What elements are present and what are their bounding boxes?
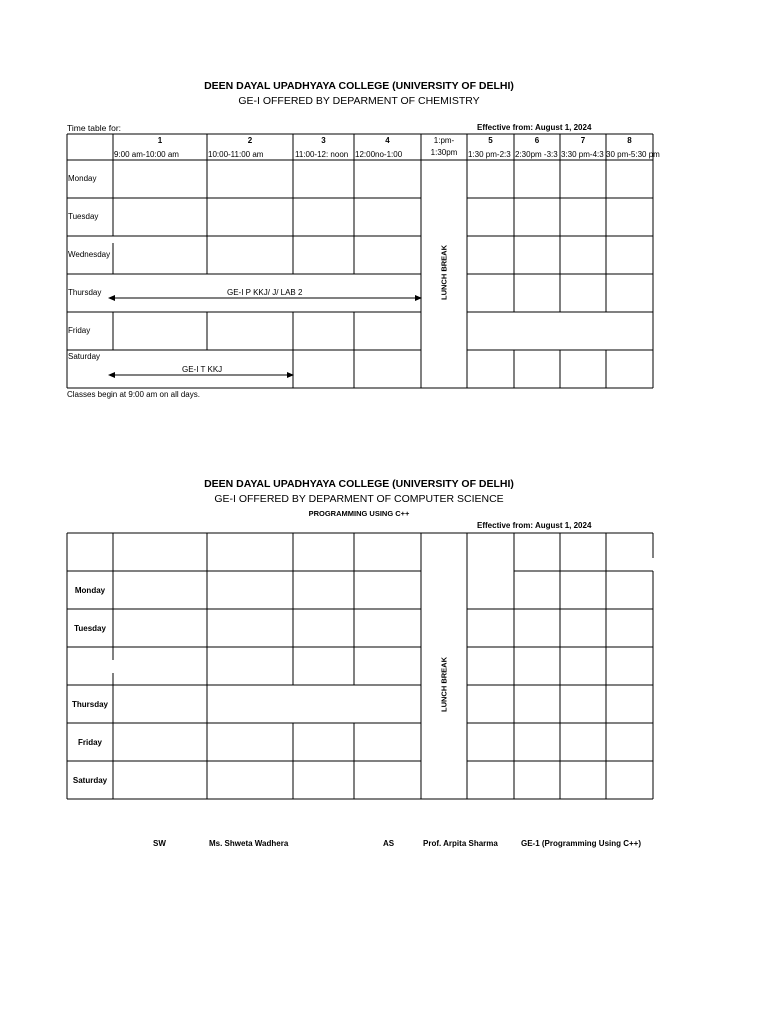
chem-period-3: 3	[321, 136, 326, 145]
chem-timetable-for: Time table for:	[67, 123, 122, 133]
chem-day-wednesday: Wednesday	[68, 250, 111, 259]
chem-day-friday: Friday	[68, 326, 91, 335]
cs-course-title: PROGRAMMING USING C++	[308, 509, 410, 518]
chem-day-thursday: Thursday	[68, 288, 102, 297]
chem-time-7: 3:30 pm-4:3	[561, 150, 604, 159]
chem-lunch-time-2: 1:30pm	[430, 148, 458, 157]
chem-time-8: 30 pm-5:30 pm	[606, 150, 660, 159]
chem-time-5: 1:30 pm-2:3	[468, 150, 511, 159]
cs-day-thursday: Thursday	[71, 700, 108, 709]
chem-footnote: Classes begin at 9:00 am on all days.	[67, 390, 200, 399]
chem-lunch-break: LUNCH BREAK	[439, 245, 449, 300]
chem-period-5: 5	[488, 136, 493, 145]
legend-course: GE-1 (Programming Using C++)	[521, 839, 642, 848]
chem-time-3: 11:00-12: noon	[295, 150, 349, 159]
chem-time-1: 9:00 am-10:00 am	[114, 150, 179, 159]
chem-day-saturday: Saturday	[68, 352, 101, 361]
cs-day-monday: Monday	[74, 586, 106, 595]
cs-lunch-break: LUNCH BREAK	[439, 657, 449, 712]
chem-period-8: 8	[627, 136, 632, 145]
cs-day-saturday: Saturday	[72, 776, 108, 785]
legend-code-sw: SW	[153, 839, 166, 848]
chem-day-tuesday: Tuesday	[68, 212, 99, 221]
legend-name-sw: Ms. Shweta Wadhera	[209, 839, 289, 848]
chem-thursday-entry: GE-I P KKJ/ J/ LAB 2	[227, 288, 303, 297]
cs-department-title: GE-I OFFERED BY DEPARMENT OF COMPUTER SCIENCE	[214, 493, 504, 505]
cs-day-friday: Friday	[77, 738, 102, 747]
cs-effective-date: Effective from: August 1, 2024	[477, 521, 592, 530]
cs-day-tuesday: Tuesday	[74, 624, 106, 633]
chem-period-1: 1	[157, 136, 163, 145]
chem-time-4: 12:00no-1:00	[355, 150, 403, 159]
chem-college-title: DEEN DAYAL UPADHYAYA COLLEGE (UNIVERSITY OF DELHI)	[204, 80, 514, 92]
chem-time-6: 2:30pm -3:3	[515, 150, 558, 159]
legend-name-as: Prof. Arpita Sharma	[423, 839, 498, 848]
chem-department-title: GE-I OFFERED BY DEPARMENT OF CHEMISTRY	[238, 95, 480, 107]
chem-period-2: 2	[247, 136, 253, 145]
chem-period-7: 7	[580, 136, 586, 145]
legend-code-as: AS	[383, 839, 395, 848]
chem-time-2: 10:00-11:00 am	[208, 150, 264, 159]
chem-period-6: 6	[534, 136, 540, 145]
chem-lunch-time-1: 1:pm-	[433, 136, 455, 145]
chem-effective-date: Effective from: August 1, 2024	[477, 123, 592, 132]
chem-saturday-entry: GE-I T KKJ	[182, 365, 223, 374]
chem-period-4: 4	[385, 136, 390, 145]
chem-day-monday: Monday	[68, 174, 97, 183]
cs-college-title: DEEN DAYAL UPADHYAYA COLLEGE (UNIVERSITY OF DELHI)	[204, 478, 514, 490]
